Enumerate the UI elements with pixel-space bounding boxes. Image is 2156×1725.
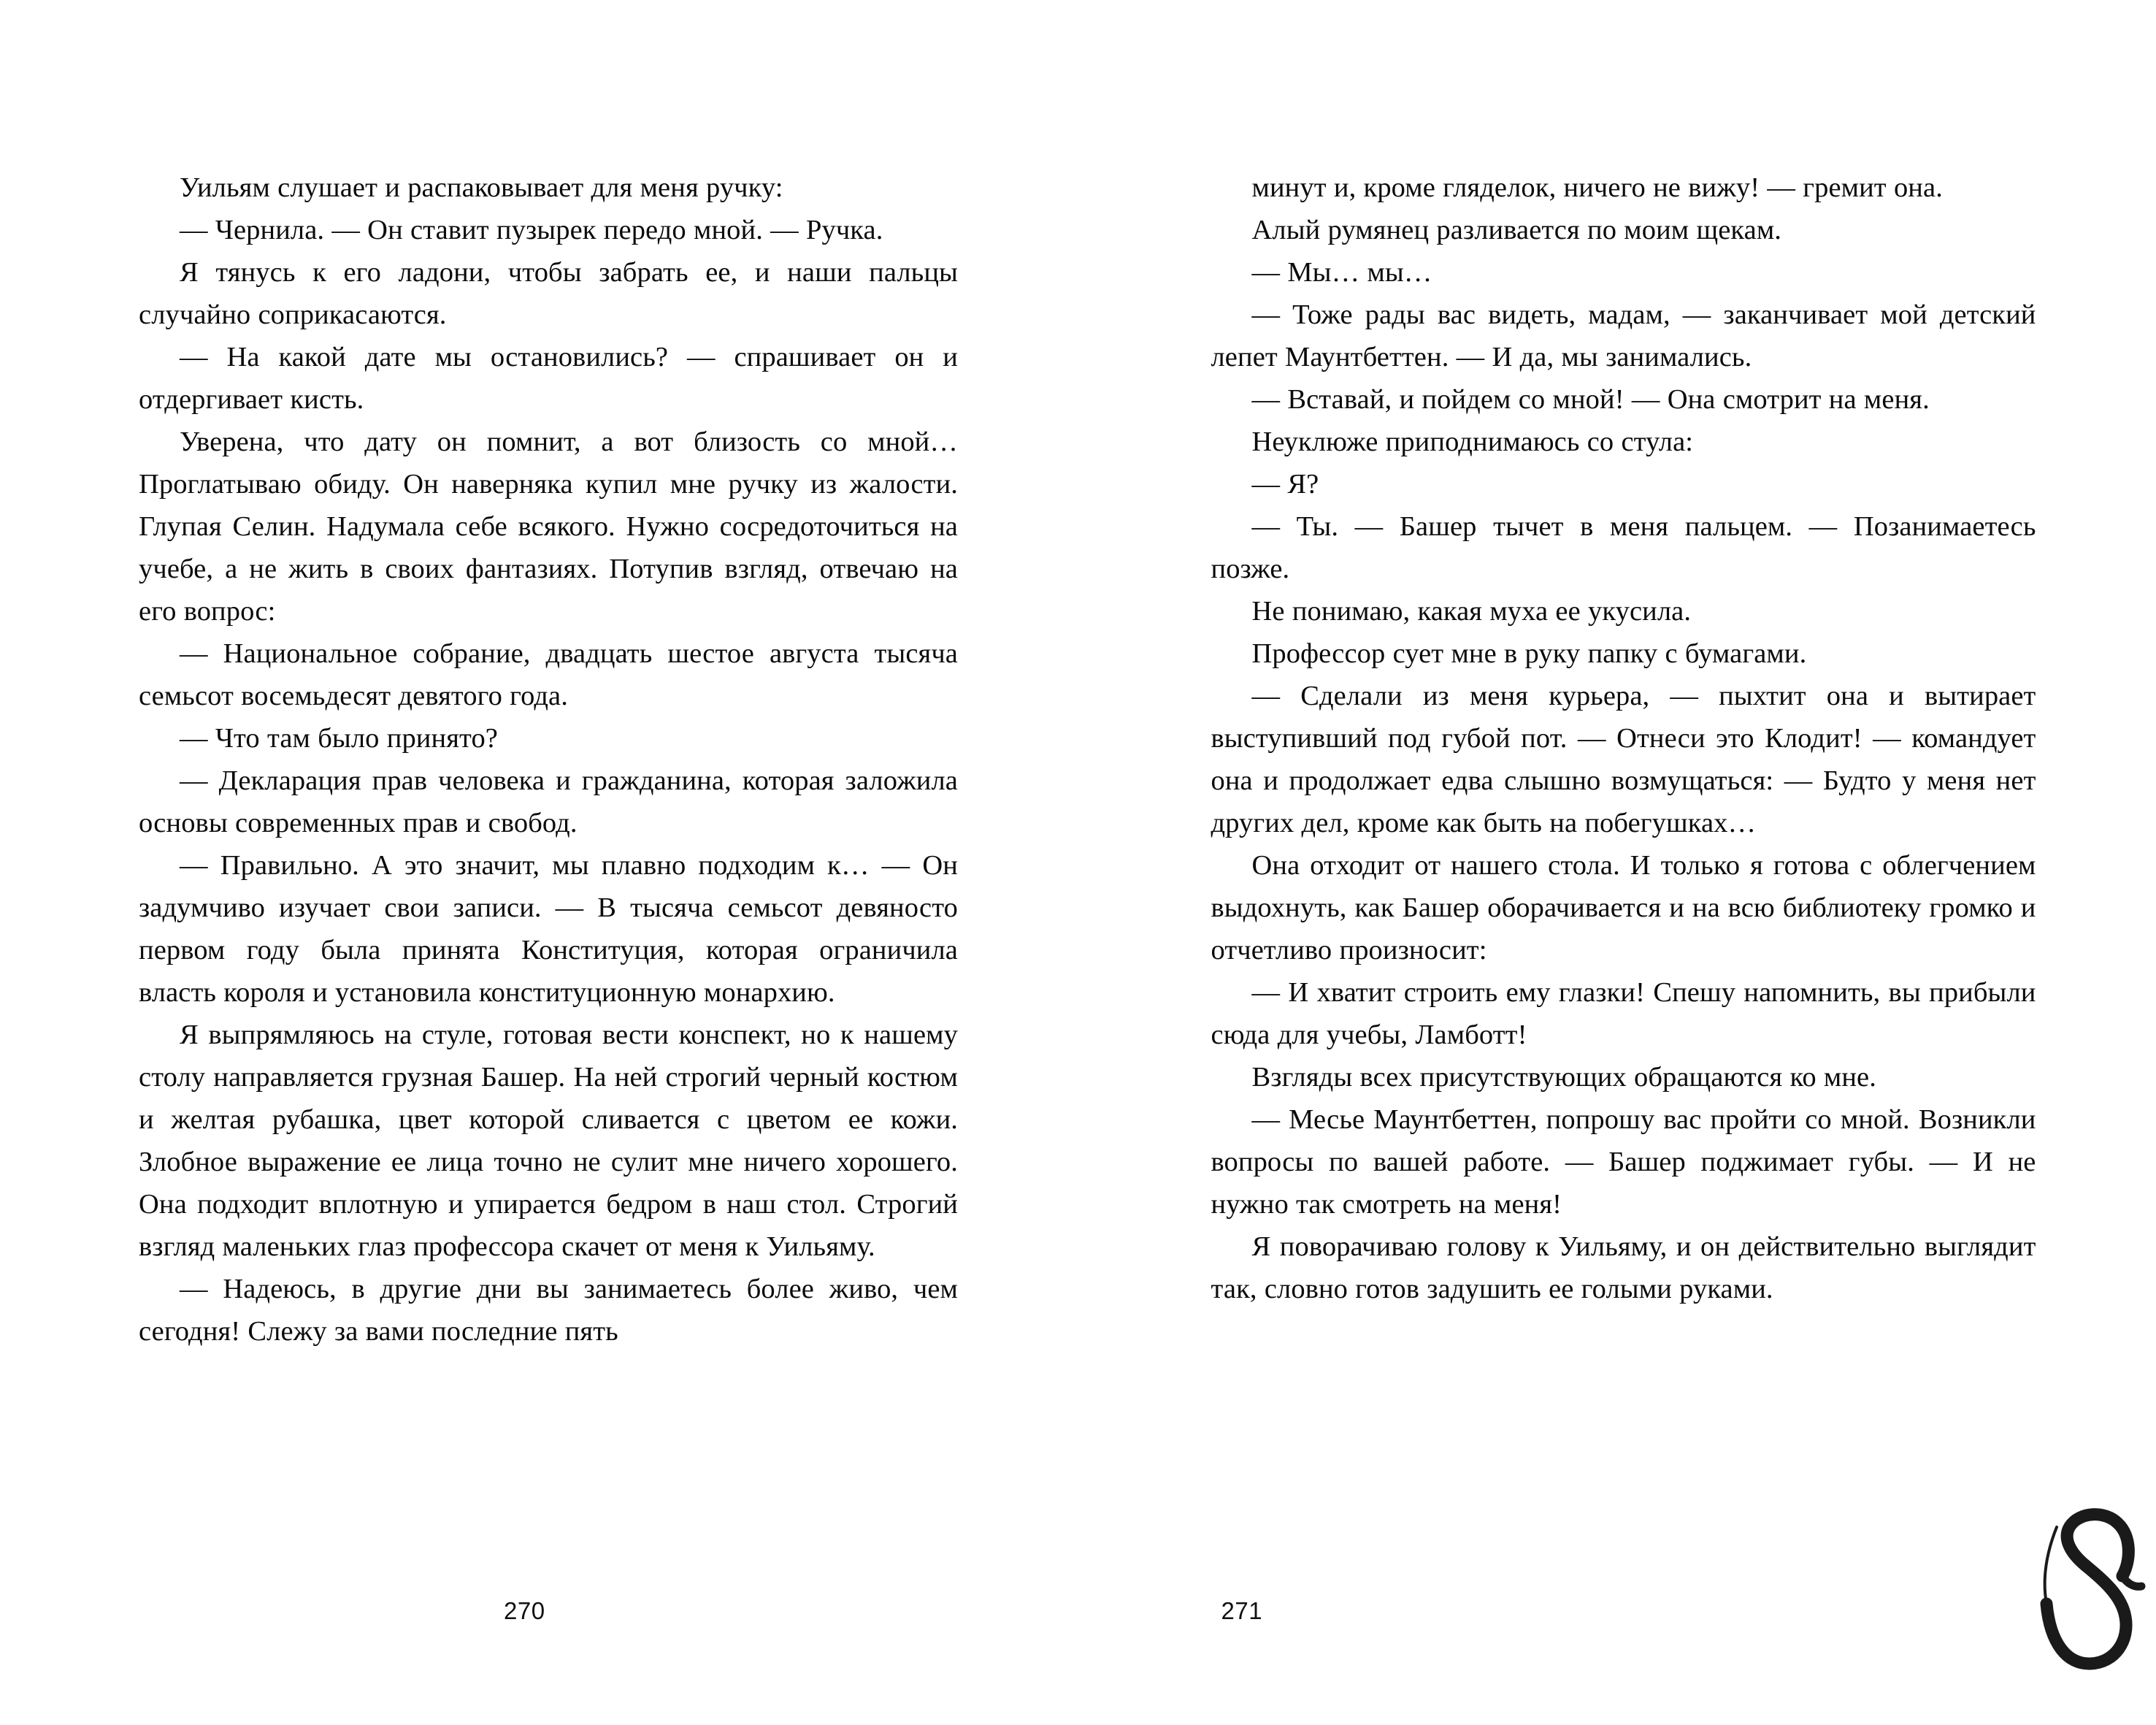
paragraph: — Мы… мы… bbox=[1251, 257, 1432, 288]
paragraph: Я поворачиваю голову к Уильяму, и он действительно выглядит так, словно готов задушить ее голыми руками. bbox=[1211, 1231, 2036, 1304]
paragraph: — Национальное собрание, двадцать шестое августа тысяча семьсот восемьдесят девятого года. bbox=[139, 638, 958, 711]
paragraph: — Надеюсь, в другие дни вы занимаетесь более живо, чем сегодня! Слежу за вами последние пять bbox=[139, 1274, 958, 1347]
paragraph: — И хватит строить ему глазки! Спешу напомнить, вы прибыли сюда для учебы, Ламботт! bbox=[1211, 977, 2036, 1050]
paragraph: — Месье Маунтбеттен, попрошу вас пройти со мной. Возникли вопросы по вашей работе. — Башер поджимает губы. — И не нужно так смотреть на меня! bbox=[1211, 1104, 2036, 1220]
paragraph: — Вставай, и пойдем со мной! — Она смотрит на меня. bbox=[1251, 384, 1930, 415]
right-page-text-column bbox=[1211, 167, 2036, 1310]
calligraphic-swash-ornament bbox=[1979, 1500, 2156, 1719]
paragraph: — Чернила. — Он ставит пузырек передо мной. — Ручка. bbox=[180, 215, 883, 245]
paragraph: Я выпрямляюсь на стуле, готовая вести конспект, но к нашему столу направляется грузная Башер. На ней строгий черный костюм и желтая рубашка, цвет которой сливается с цветом ее кожи. Злобное выражение ее лица точно не сулит мне ничего хорошего. Она подходит вплотную и упирается бедром в наш стол. Строгий взгляд маленьких глаз профессора скачет от меня к Уильяму. bbox=[139, 1020, 958, 1262]
paragraph: Уверена, что дату он помнит, а вот близость со мной… Проглатываю обиду. Он наверняка купил мне ручку из жалости. Глупая Селин. Надумала себе всякого. Нужно сосредоточиться на учебе, а не жить в своих фантазиях. Потупив взгляд, отвечаю на его вопрос: bbox=[139, 427, 958, 627]
paragraph: Взгляды всех присутствующих обращаются ко мне. bbox=[1251, 1062, 1876, 1093]
paragraph: Уильям слушает и распаковывает для меня ручку: bbox=[180, 172, 783, 203]
paragraph: минут и, кроме гляделок, ничего не вижу! — гремит она. bbox=[1251, 172, 1943, 203]
page-number-left: 270 bbox=[504, 1597, 545, 1624]
paragraph: Она отходит от нашего стола. И только я готова с облегчением выдохнуть, как Башер оборачивается и на всю библиотеку громко и отчетливо произносит: bbox=[1211, 850, 2036, 965]
paragraph: — Что там было принято? bbox=[180, 723, 498, 754]
paragraph: Я тянусь к его ладони, чтобы забрать ее, и наши пальцы случайно соприкасаются. bbox=[139, 257, 958, 330]
paragraph: — Тоже рады вас видеть, мадам, — заканчивает мой детский лепет Маунтбеттен. — И да, мы занимались. bbox=[1211, 299, 2036, 372]
paragraph: Профессор сует мне в руку папку с бумагами. bbox=[1251, 638, 1807, 669]
left-page-text-column bbox=[139, 167, 958, 1353]
page-number-right: 271 bbox=[1221, 1597, 1263, 1624]
paragraph: — Декларация прав человека и гражданина, которая заложила основы современных прав и свобод. bbox=[139, 765, 958, 838]
paragraph: — Я? bbox=[1251, 469, 1319, 500]
paragraph: Алый румянец разливается по моим щекам. bbox=[1251, 215, 1782, 245]
paragraph: Не понимаю, какая муха ее укусила. bbox=[1251, 596, 1692, 627]
right-page bbox=[1078, 0, 2156, 1725]
paragraph: — Ты. — Башер тычет в меня пальцем. — Позанимаетесь позже. bbox=[1211, 511, 2036, 584]
paragraph: — На какой дате мы остановились? — спрашивает он и отдергивает кисть. bbox=[139, 342, 958, 415]
paragraph: Неуклюже приподнимаюсь со стула: bbox=[1251, 427, 1694, 457]
paragraph: — Сделали из меня курьера, — пыхтит она и вытирает выступивший под губой пот. — Отнеси это Клодит! — командует она и продолжает едва слышно возмущаться: — Будто у меня нет других дел, кроме как быть на побегушках… bbox=[1211, 681, 2036, 838]
paragraph: — Правильно. А это значит, мы плавно подходим к… — Он задумчиво изучает свои записи. — В тысяча семьсот девяносто первом году была принята Конституция, которая ограничила власть короля и установила конституционную монархию. bbox=[139, 850, 958, 1008]
